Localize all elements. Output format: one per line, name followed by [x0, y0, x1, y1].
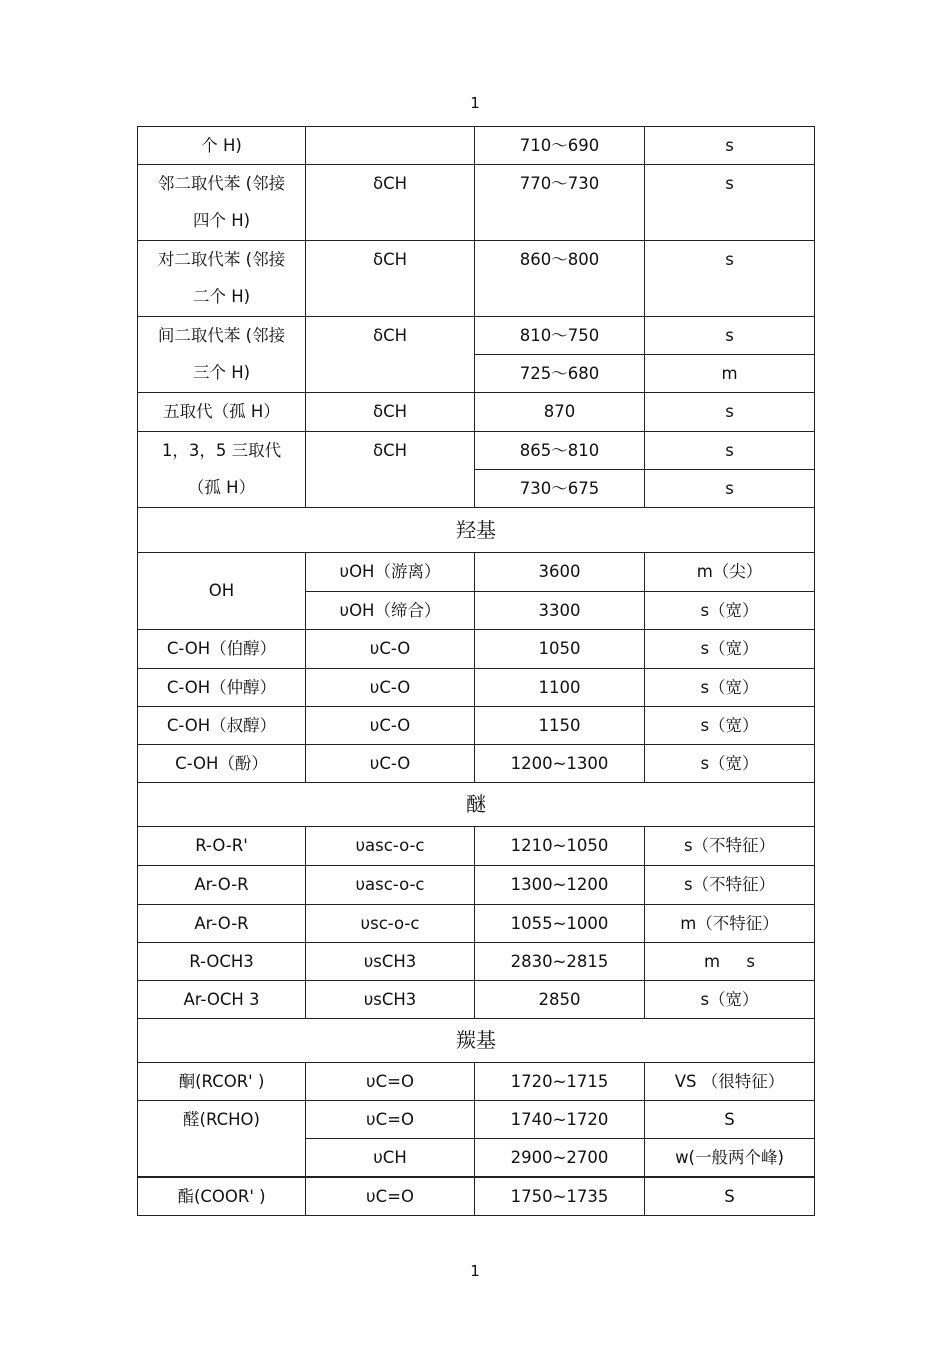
range-cell: 725～680 — [475, 355, 645, 393]
table-row — [138, 745, 815, 783]
table-row — [138, 241, 815, 317]
table-row — [138, 432, 815, 470]
intensity-cell: m s — [645, 943, 815, 981]
intensity-cell: m（尖） — [645, 553, 815, 592]
intensity-cell: s — [645, 317, 815, 355]
range-cell: 860～800 — [475, 241, 645, 317]
group-cell: 醛(RCHO) — [138, 1101, 306, 1178]
mode-cell: υC-O — [306, 707, 475, 745]
table-row — [138, 1063, 815, 1101]
group-line: 1，3，5 三取代 — [161, 441, 282, 460]
mode-cell: υC-O — [306, 745, 475, 783]
group-line: 二个 H) — [192, 287, 251, 306]
group-cell — [138, 432, 306, 508]
mode-cell: υOH（缔合） — [306, 592, 475, 630]
group-cell: 个 H) — [138, 127, 306, 165]
page-number-top: 1 — [470, 94, 480, 112]
group-line: 邻二取代苯 (邻接 — [157, 174, 286, 193]
range-cell: 1055~1000 — [475, 905, 645, 943]
group-cell: 五取代（孤 H） — [138, 393, 306, 432]
range-cell: 1300~1200 — [475, 866, 645, 905]
range-cell: 1200~1300 — [475, 745, 645, 783]
mode-cell — [306, 127, 475, 165]
intensity-cell: s（宽） — [645, 981, 815, 1019]
group-cell: R-OCH3 — [138, 943, 306, 981]
mode-cell: δCH — [306, 165, 475, 241]
range-cell: 1100 — [475, 669, 645, 707]
range-cell: 1720~1715 — [475, 1063, 645, 1101]
range-cell: 865～810 — [475, 432, 645, 470]
intensity-cell: s（宽） — [645, 745, 815, 783]
group-cell: OH — [138, 553, 306, 630]
intensity-cell: s — [645, 165, 815, 241]
table-row — [138, 127, 815, 165]
mode-cell: υsCH3 — [306, 943, 475, 981]
intensity-cell: s — [645, 393, 815, 432]
group-cell: Ar-OCH 3 — [138, 981, 306, 1019]
intensity-cell: s（不特征） — [645, 827, 815, 866]
range-cell: 1150 — [475, 707, 645, 745]
group-line: 三个 H) — [192, 363, 251, 382]
mode-cell: υasc-o-c — [306, 827, 475, 866]
table-row — [138, 630, 815, 669]
section-row-hydroxyl — [138, 508, 815, 553]
mode-cell: υC-O — [306, 669, 475, 707]
group-line: 间二取代苯 (邻接 — [157, 326, 286, 345]
mode-cell: υC=O — [306, 1177, 475, 1216]
table-row — [138, 981, 815, 1019]
intensity-cell: s — [645, 127, 815, 165]
table-row — [138, 905, 815, 943]
group-line: 对二取代苯 (邻接 — [157, 250, 286, 269]
mode-cell: υOH（游离） — [306, 553, 475, 592]
table-row — [138, 393, 815, 432]
range-cell: 770～730 — [475, 165, 645, 241]
mode-cell: δCH — [306, 432, 475, 508]
section-title: 醚 — [138, 783, 815, 827]
intensity-cell: s — [645, 432, 815, 470]
range-cell: 2850 — [475, 981, 645, 1019]
range-cell: 730～675 — [475, 470, 645, 508]
group-line: （孤 H） — [187, 478, 256, 497]
group-cell: R-O-R' — [138, 827, 306, 866]
intensity-cell: s（宽） — [645, 707, 815, 745]
range-cell: 1740~1720 — [475, 1101, 645, 1139]
intensity-cell: s — [645, 241, 815, 317]
group-cell: C-OH（酚） — [138, 745, 306, 783]
page-number-bottom: 1 — [470, 1262, 480, 1280]
group-cell — [138, 317, 306, 393]
range-cell: 3600 — [475, 553, 645, 592]
intensity-cell: m（不特征） — [645, 905, 815, 943]
mode-cell: δCH — [306, 241, 475, 317]
section-title: 羰基 — [138, 1019, 815, 1063]
intensity-cell: s — [645, 470, 815, 508]
mode-cell: υCH — [306, 1139, 475, 1178]
group-cell: C-OH（伯醇） — [138, 630, 306, 669]
table-row — [138, 866, 815, 905]
range-cell: 2900~2700 — [475, 1139, 645, 1178]
range-cell: 810～750 — [475, 317, 645, 355]
intensity-cell: VS （很特征） — [645, 1063, 815, 1101]
group-cell: C-OH（叔醇） — [138, 707, 306, 745]
intensity-cell: S — [645, 1177, 815, 1216]
table-row — [138, 707, 815, 745]
intensity-cell: w(一般两个峰) — [645, 1139, 815, 1178]
range-cell: 1210~1050 — [475, 827, 645, 866]
mode-cell: υasc-o-c — [306, 866, 475, 905]
section-row-ether — [138, 783, 815, 827]
group-cell: 酯(COOR' ) — [138, 1177, 306, 1216]
range-cell: 710～690 — [475, 127, 645, 165]
mode-cell: υsc-o-c — [306, 905, 475, 943]
table-row — [138, 317, 815, 355]
table-row — [138, 165, 815, 241]
section-row-carbonyl — [138, 1019, 815, 1063]
range-cell: 870 — [475, 393, 645, 432]
group-cell — [138, 165, 306, 241]
group-cell: Ar-O-R — [138, 866, 306, 905]
mode-cell: δCH — [306, 317, 475, 393]
intensity-cell: s（宽） — [645, 669, 815, 707]
intensity-cell: s（宽） — [645, 630, 815, 669]
table-row — [138, 827, 815, 866]
table-row — [138, 1177, 815, 1216]
mode-cell: υC=O — [306, 1063, 475, 1101]
table-row — [138, 1101, 815, 1139]
intensity-cell: m — [645, 355, 815, 393]
table-row — [138, 553, 815, 592]
range-cell: 2830~2815 — [475, 943, 645, 981]
intensity-cell: s（不特征） — [645, 866, 815, 905]
intensity-cell: s（宽） — [645, 592, 815, 630]
group-cell: 酮(RCOR' ) — [138, 1063, 306, 1101]
group-cell: Ar-O-R — [138, 905, 306, 943]
table-row — [138, 669, 815, 707]
intensity-cell: S — [645, 1101, 815, 1139]
range-cell: 1750~1735 — [475, 1177, 645, 1216]
section-title: 羟基 — [138, 508, 815, 553]
range-cell: 3300 — [475, 592, 645, 630]
range-cell: 1050 — [475, 630, 645, 669]
group-cell — [138, 241, 306, 317]
mode-cell: υsCH3 — [306, 981, 475, 1019]
mode-cell: δCH — [306, 393, 475, 432]
ir-absorption-table — [137, 126, 815, 1216]
mode-cell: υC-O — [306, 630, 475, 669]
group-line: 四个 H) — [192, 211, 251, 230]
table-row — [138, 943, 815, 981]
group-cell: C-OH（仲醇） — [138, 669, 306, 707]
mode-cell: υC=O — [306, 1101, 475, 1139]
